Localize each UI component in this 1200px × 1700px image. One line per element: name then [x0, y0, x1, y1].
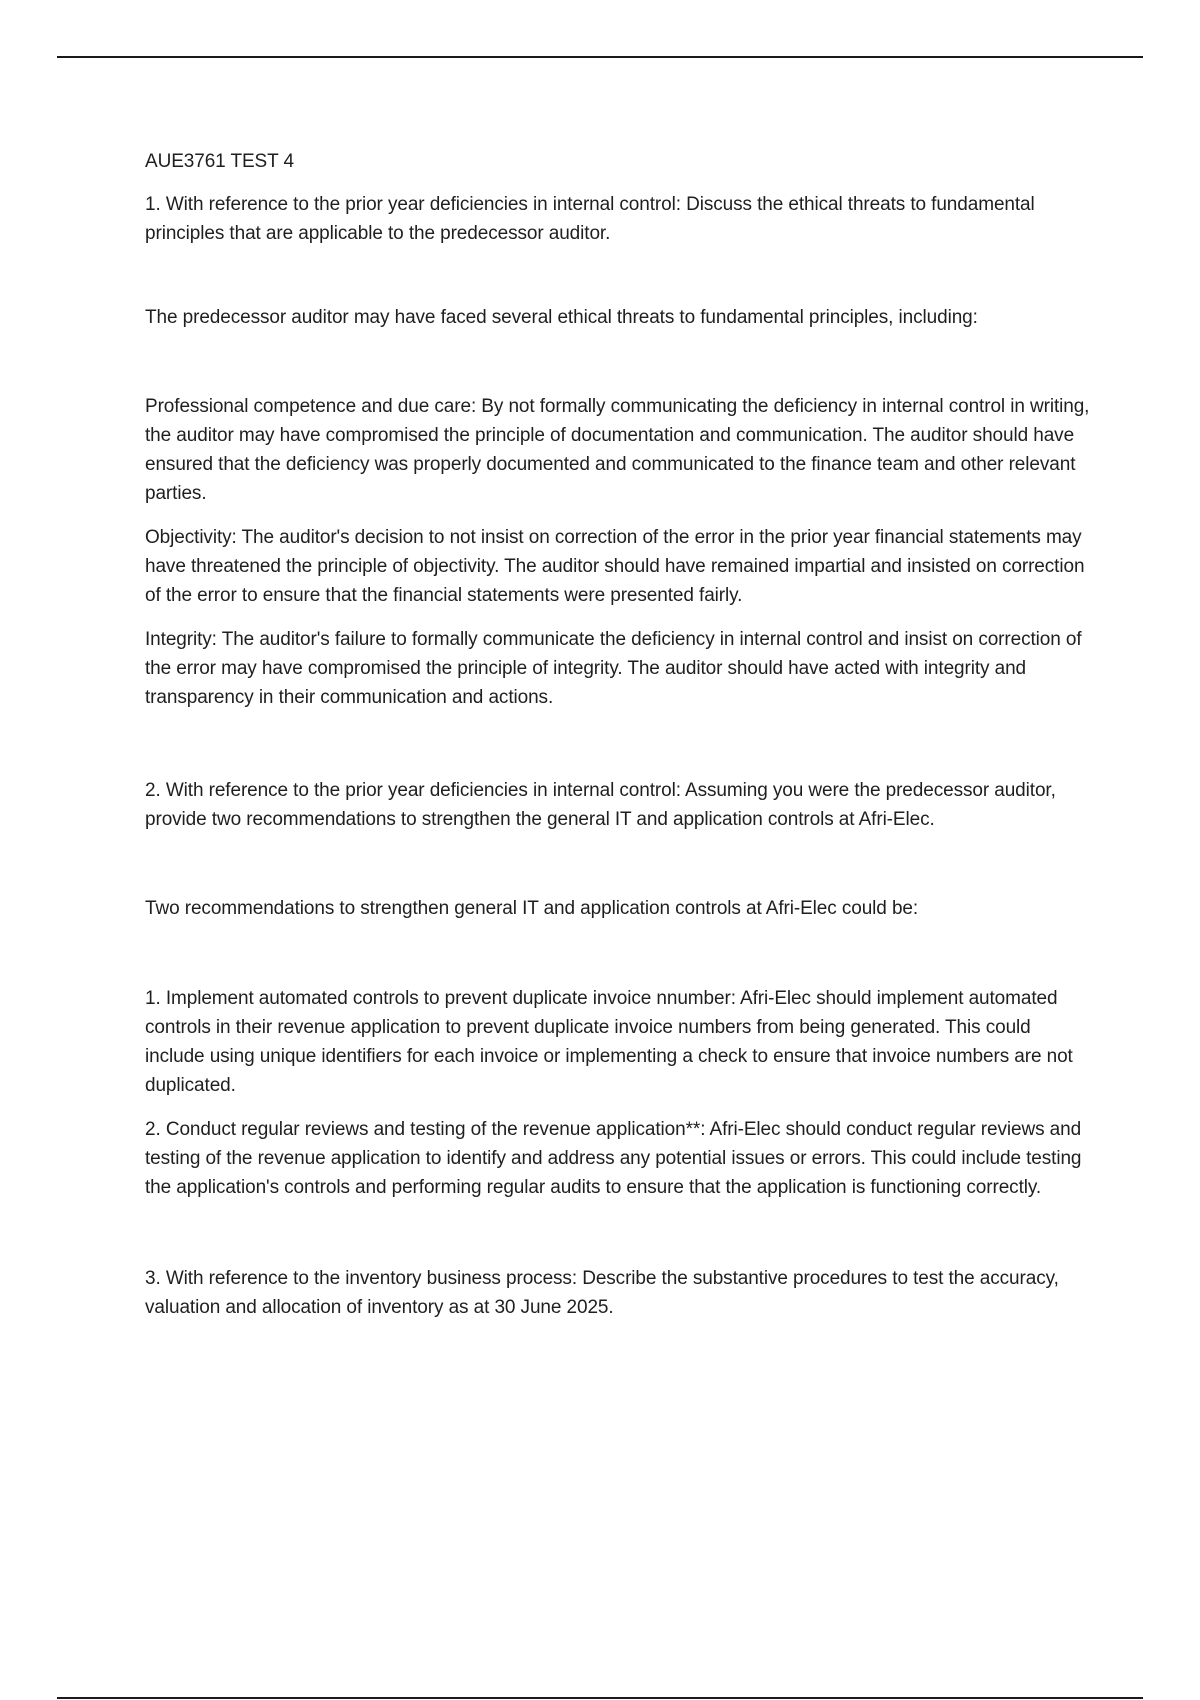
answer-1-point-objectivity: Objectivity: The auditor's decision to not insist on correction of the error in the prior year financial statements may have threatened the principle of objectivity. The auditor should have remained impartial and insisted on correction of the error to ensure that the financial statements were presented fairly. — [145, 527, 1085, 606]
question-2: 2. With reference to the prior year deficiencies in internal control: Assuming you were the predecessor auditor, provide two recommendations to strengthen the general IT and application controls at Afri-Elec. — [145, 780, 1056, 830]
document-title: AUE3761 TEST 4 — [145, 151, 294, 172]
answer-2-point-automated-controls: 1. Implement automated controls to prevent duplicate invoice nnumber: Afri-Elec should implement automated controls in their revenue application to prevent duplicate invoice numbers from being generated. This could include using unique identifiers for each invoice or implementing a check to ensure that invoice numbers are not duplicated. — [145, 988, 1073, 1096]
bottom-rule — [57, 1697, 1143, 1699]
top-rule — [57, 56, 1143, 58]
answer-1-point-integrity: Integrity: The auditor's failure to formally communicate the deficiency in internal control and insist on correction of the error may have compromised the principle of integrity. The auditor should have acted with integrity and transparency in their communication and actions. — [145, 629, 1082, 708]
document-body — [145, 147, 1095, 1322]
question-1: 1. With reference to the prior year deficiencies in internal control: Discuss the ethical threats to fundamental principles that are applicable to the predecessor auditor. — [145, 194, 1035, 244]
question-3: 3. With reference to the inventory business process: Describe the substantive procedures to test the accuracy, valuation and allocation of inventory as at 30 June 2025. — [145, 1268, 1059, 1318]
answer-1-point-competence: Professional competence and due care: By not formally communicating the deficiency in internal control in writing, the auditor may have compromised the principle of documentation and communication. The auditor should have ensured that the deficiency was properly documented and communicated to the finance team and other relevant parties. — [145, 396, 1090, 504]
answer-2-point-regular-reviews: 2. Conduct regular reviews and testing of the revenue application**: Afri-Elec should conduct regular reviews and testing of the revenue application to identify and address any potential issues or errors. This could include testing the application's controls and performing regular audits to ensure that the application is functioning correctly. — [145, 1119, 1082, 1198]
answer-1-intro: The predecessor auditor may have faced several ethical threats to fundamental principles, including: — [145, 307, 978, 328]
answer-2-intro: Two recommendations to strengthen general IT and application controls at Afri-Elec could be: — [145, 898, 919, 919]
